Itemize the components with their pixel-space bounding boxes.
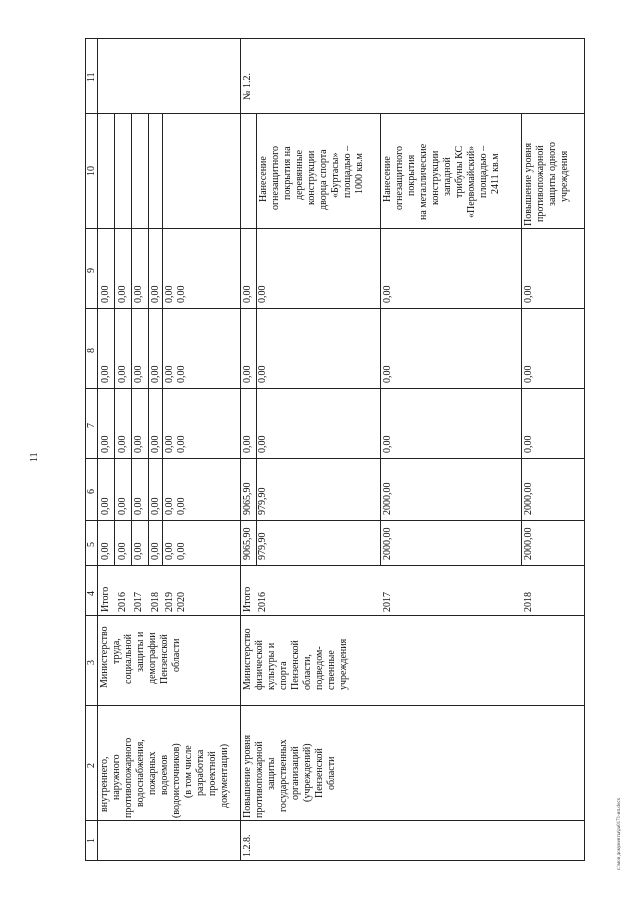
col11-ref: № 1.2.	[242, 72, 253, 100]
file-path-footer: c:\мои документы\ра0171-ип.docx	[617, 797, 622, 870]
page-number: 11	[29, 452, 40, 462]
header-col-5: 5	[86, 542, 97, 547]
header-col-9: 9	[86, 268, 97, 273]
document-page: 11 c:\мои документы\ра0171-ип.docx 1 2 3 4 5 6 7 8 9 10 11 внутреннего, наружного противопожарного водоснабжения, пожарных водоемов (водоисточников) (в том числе разработка проектной документации) Министерство труда, социальной защиты и демографии Пензенской области Итого 2016 2017 2018 2019 2020 0,00 0,00 0,00 0,00 0,00 0,00 0,00 0,00 0,00 0,00 0,00 0,00 0,00 0,00 0,00 0,00 0,00 0,00 0,00 0,00 0,00 0,00 0,00 0,00 0,00 0,00 0,00 0,00 0,00 0,00 1.2.8. Повышение уровня противопожарной защиты государственных организаций (учреждений) Пензенской области Министерство физической культуры и спорта Пензенской области, подведом- ственные учреждения Итого 2016 2017 2018 9065,90 979,90 2000,00 2000,00 9065,90 979,90 2000,00 2000,00 0,00 0,00 0,00 0,00 0,00 0,00 0,00 0,00 0,00 0,00 0,00 0,00 Нанесение огнезащитного покрытия на деревянные конструкции дворца спорта «Буртасы» площадью – 1000 кв.м Нанесение огнезащитного покрытия на металлические конструкции западной трибуны КС «Первомайский» площадью – 2411 кв.м Повышение уровня противопожарной защиты одного учреждения № 1.2.	[0, 0, 640, 905]
header-col-10: 10	[86, 166, 97, 176]
header-col-1: 1	[86, 838, 97, 843]
header-col-7: 7	[86, 423, 97, 428]
row-number: 1.2.8.	[242, 834, 253, 857]
header-col-11: 11	[86, 72, 97, 82]
header-col-8: 8	[86, 348, 97, 353]
header-col-4: 4	[86, 591, 97, 596]
header-col-2: 2	[86, 763, 97, 768]
header-col-6: 6	[86, 489, 97, 494]
header-col-3: 3	[86, 660, 97, 665]
